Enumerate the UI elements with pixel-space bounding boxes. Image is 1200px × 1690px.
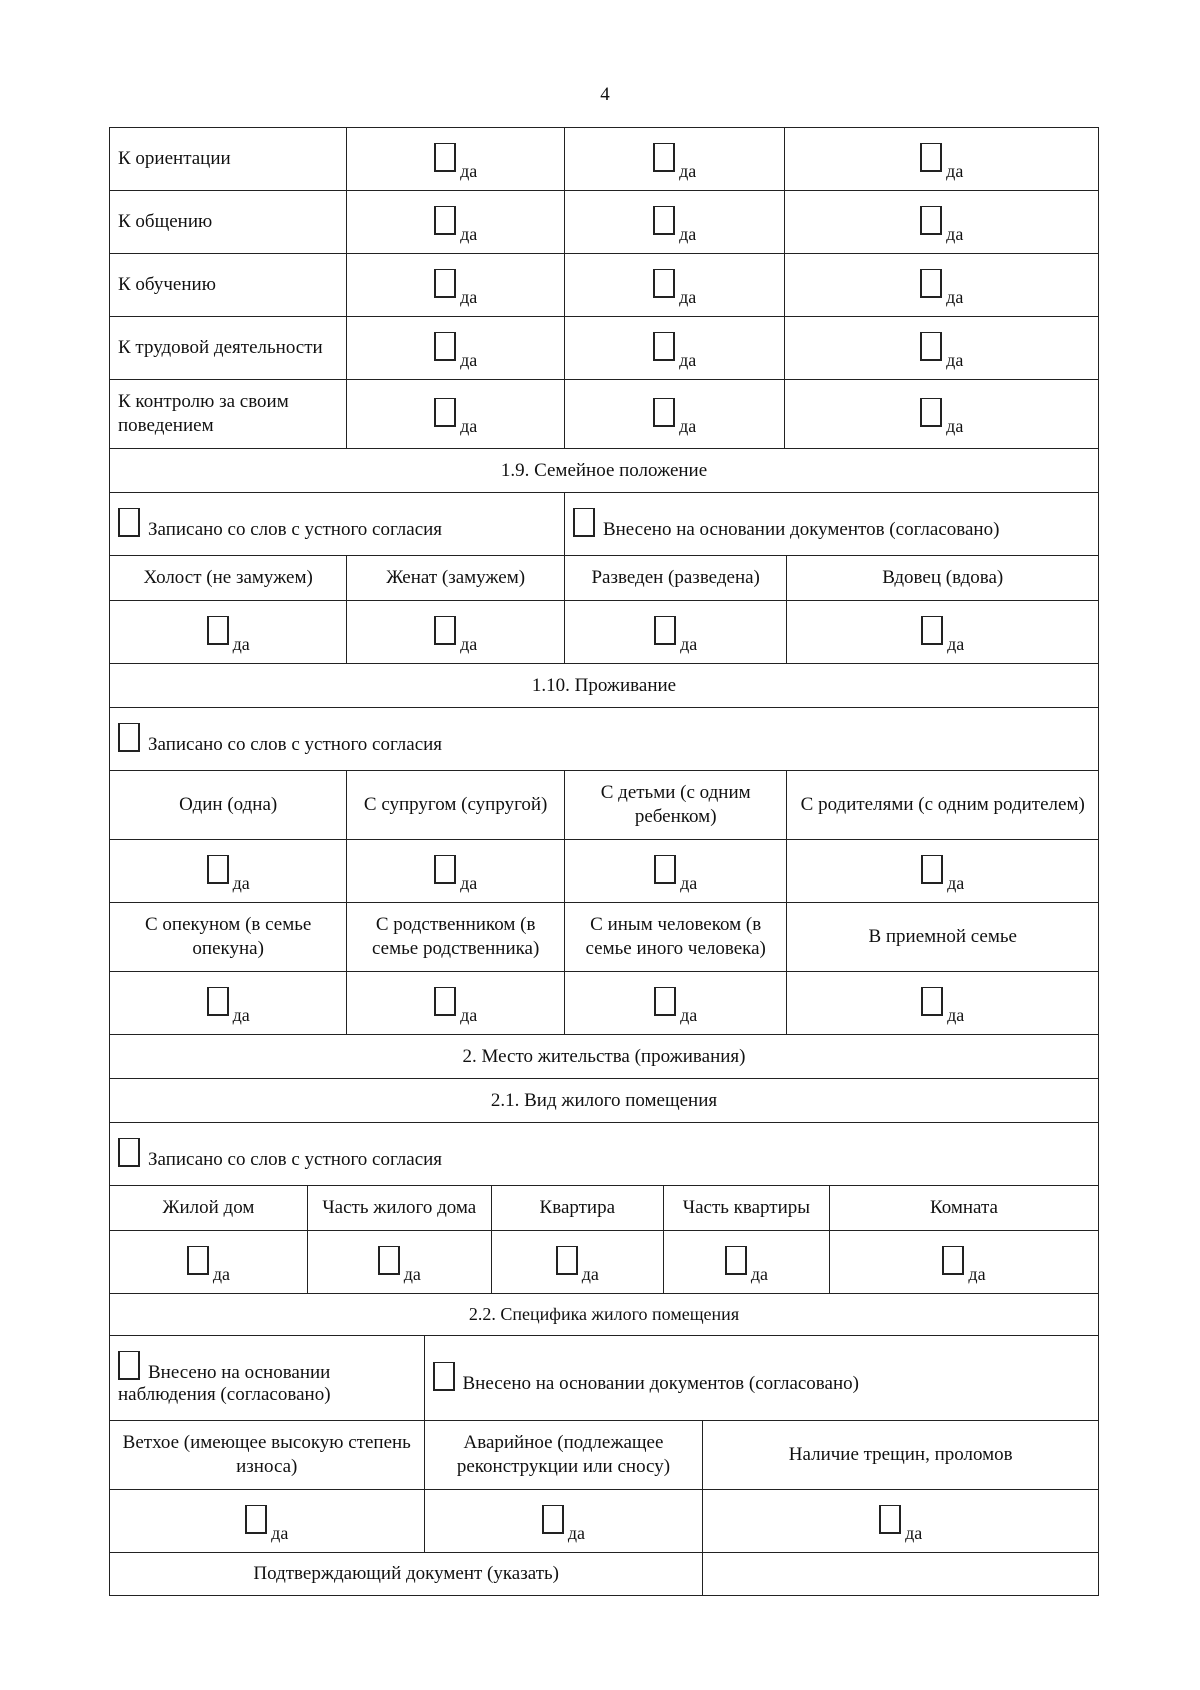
checkbox[interactable] [920,206,942,235]
checkbox[interactable] [573,508,595,537]
yes-label: да [947,633,965,654]
checkbox[interactable] [653,398,675,427]
source-oral [110,708,1099,771]
yes-label: да [968,1263,986,1284]
form [109,127,1099,1596]
yes-label: да [581,1263,599,1284]
checkbox[interactable] [207,855,229,884]
yes-label: да [460,872,478,893]
yes-label: да [460,415,478,436]
source-oral [110,493,565,556]
option-label: Холост (не замужем) [110,556,347,601]
checkbox[interactable] [921,855,943,884]
checkbox[interactable] [118,508,140,537]
yes-label: да [232,872,250,893]
yes-label: да [679,415,697,436]
source-oral-label: Записано со слов с устного согласия [148,518,443,540]
checkbox[interactable] [434,987,456,1016]
checkbox[interactable] [654,987,676,1016]
yes-label: да [946,286,964,307]
checkbox[interactable] [118,723,140,752]
source-oral-label: Записано со слов с устного согласия [148,1148,443,1170]
confirm-doc-label: Подтверждающий документ (указать) [110,1553,703,1596]
ability-label: К контролю за своим поведением [110,380,347,449]
option-label: Женат (замужем) [347,556,565,601]
checkbox[interactable] [879,1505,901,1534]
source-docs [564,493,1098,556]
checkbox[interactable] [653,269,675,298]
checkbox[interactable] [378,1246,400,1275]
family-table [109,448,1099,664]
page-number: 4 [600,84,610,105]
yes-label: да [679,286,697,307]
housing-specific-table [109,1293,1099,1596]
option-label: Наличие трещин, проломов [703,1421,1099,1490]
yes-label: да [232,633,250,654]
section-title-housing-type: 2.1. Вид жилого помещения [110,1079,1099,1123]
yes-label: да [946,415,964,436]
section-title-place: 2. Место жительства (проживания) [110,1035,1099,1079]
yes-label: да [460,160,478,181]
abilities-table [109,127,1099,449]
source-oral [110,1123,1099,1186]
yes-label: да [679,160,697,181]
yes-label: да [680,1004,698,1025]
checkbox[interactable] [118,1351,140,1380]
option-label: Ветхое (имеющее высокую степень износа) [110,1421,425,1490]
checkbox[interactable] [920,398,942,427]
option-label: В приемной семье [787,903,1099,972]
checkbox[interactable] [434,269,456,298]
option-label: С иным человеком (в семье иного человека) [564,903,787,972]
confirm-doc-field[interactable] [703,1553,1099,1596]
checkbox[interactable] [118,1138,140,1167]
checkbox[interactable] [654,616,676,645]
option-label: Разведен (разведена) [564,556,787,601]
yes-label: да [946,223,964,244]
checkbox[interactable] [653,332,675,361]
checkbox[interactable] [187,1246,209,1275]
checkbox[interactable] [653,206,675,235]
checkbox[interactable] [434,398,456,427]
yes-label: да [460,349,478,370]
ability-label: К обучению [110,254,347,317]
checkbox[interactable] [434,616,456,645]
option-label: Аварийное (подлежащее реконструкции или сносу) [424,1421,703,1490]
yes-label: да [750,1263,768,1284]
option-label: С родителями (с одним родителем) [787,771,1099,840]
source-docs-label: Внесено на основании документов (согласовано) [602,518,1000,540]
option-label: Комната [829,1186,1098,1231]
yes-label: да [680,633,698,654]
checkbox[interactable] [434,206,456,235]
yes-label: да [947,872,965,893]
checkbox[interactable] [245,1505,267,1534]
option-label: Часть жилого дома [307,1186,491,1231]
yes-label: да [271,1522,289,1543]
yes-label: да [947,1004,965,1025]
checkbox[interactable] [433,1362,455,1391]
checkbox[interactable] [920,143,942,172]
checkbox[interactable] [942,1246,964,1275]
option-label: С детьми (с одним ребенком) [564,771,787,840]
checkbox[interactable] [654,855,676,884]
yes-label: да [946,349,964,370]
checkbox[interactable] [207,987,229,1016]
checkbox[interactable] [207,616,229,645]
ability-label: К трудовой деятельности [110,317,347,380]
source-docs-label: Внесено на основании документов (согласовано) [462,1372,859,1394]
source-oral-label: Записано со слов с устного согласия [148,733,443,755]
option-label: Жилой дом [110,1186,308,1231]
ability-label: К ориентации [110,128,347,191]
checkbox[interactable] [920,269,942,298]
option-label: Часть квартиры [663,1186,829,1231]
ability-label: К общению [110,191,347,254]
source-observation [110,1336,425,1421]
yes-label: да [567,1522,586,1543]
yes-label: да [679,349,697,370]
option-label: Квартира [491,1186,663,1231]
yes-label: да [212,1263,230,1284]
yes-label: да [460,286,478,307]
section-title-residence: 1.10. Проживание [110,664,1099,708]
checkbox[interactable] [725,1246,747,1275]
yes-label: да [905,1522,923,1543]
housing-type-table [109,1034,1099,1294]
source-observation-label: Внесено на основании наблюдения (согласовано) [118,1361,331,1405]
yes-label: да [680,872,698,893]
option-label: С родственником (в семье родственника) [347,903,565,972]
checkbox[interactable] [921,987,943,1016]
section-title-family: 1.9. Семейное положение [110,449,1099,493]
option-label: Вдовец (вдова) [787,556,1099,601]
checkbox[interactable] [434,143,456,172]
checkbox[interactable] [542,1505,564,1534]
residence-table [109,663,1099,1035]
yes-label: да [460,223,478,244]
yes-label: да [946,160,964,181]
source-docs [424,1336,1099,1421]
yes-label: да [679,223,697,244]
option-label: С супругом (супругой) [347,771,565,840]
section-title-specific: 2.2. Специфика жилого помещения [110,1294,1099,1336]
checkbox[interactable] [434,332,456,361]
checkbox[interactable] [556,1246,578,1275]
checkbox[interactable] [653,143,675,172]
yes-label: да [403,1263,421,1284]
yes-label: да [460,633,478,654]
checkbox[interactable] [921,616,943,645]
yes-label: да [232,1004,250,1025]
option-label: С опекуном (в семье опекуна) [110,903,347,972]
option-label: Один (одна) [110,771,347,840]
checkbox[interactable] [434,855,456,884]
checkbox[interactable] [920,332,942,361]
yes-label: да [460,1004,478,1025]
